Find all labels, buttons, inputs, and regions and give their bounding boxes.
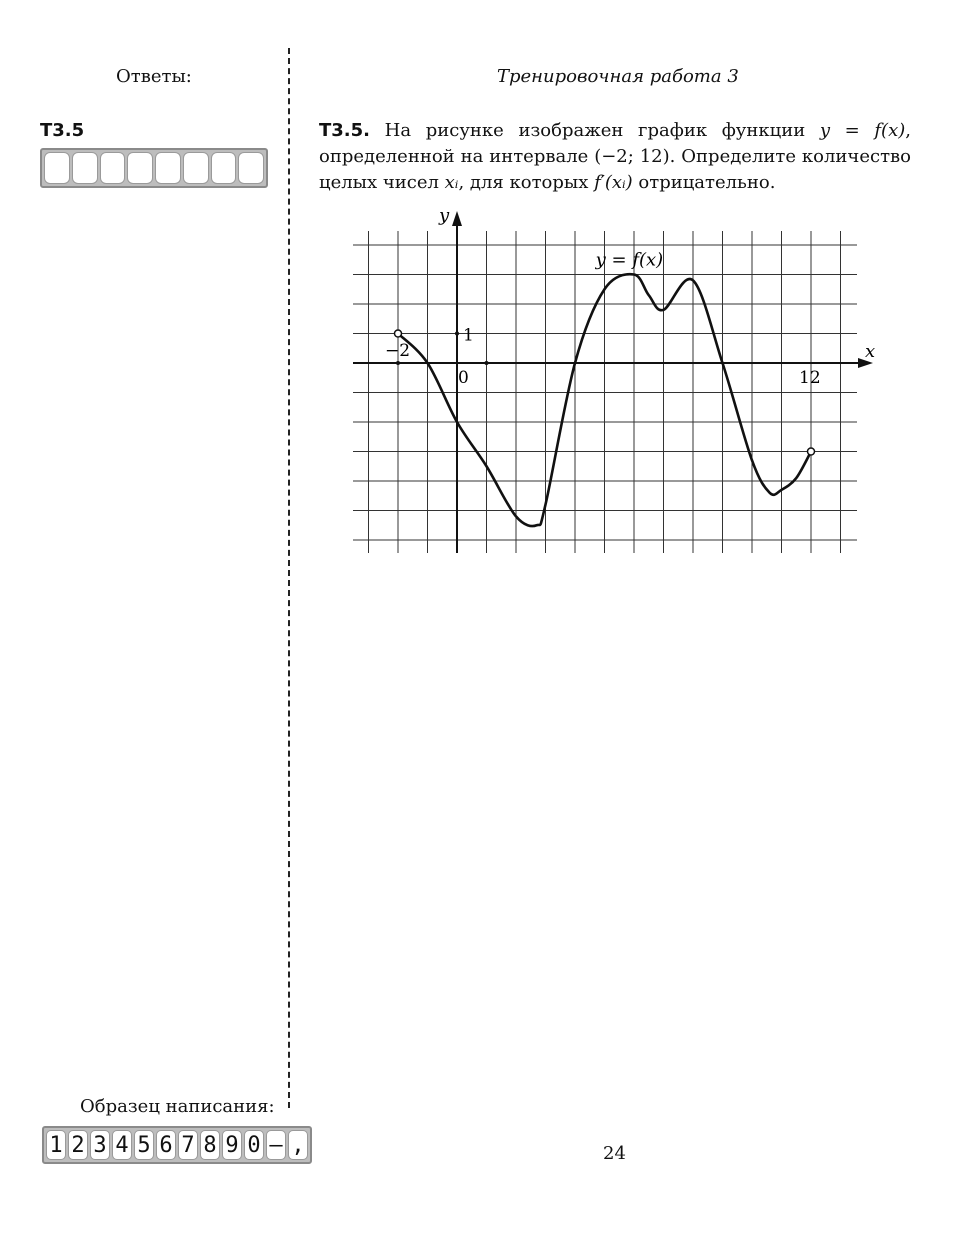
problem-text-4: отрицательно. [632,172,776,193]
sample-label: Образец написания: [80,1096,275,1117]
answer-cell[interactable] [211,152,237,184]
open-endpoint [808,448,815,455]
sample-writing [42,1126,312,1164]
answer-cell[interactable] [72,152,98,184]
tick-label-neg2: −2 [385,341,411,361]
open-endpoint [395,330,402,337]
sample-char: 8 [200,1130,220,1160]
sample-char: 0 [244,1130,264,1160]
answer-cell[interactable] [44,152,70,184]
function-graph [350,205,880,560]
sample-char: , [288,1130,308,1160]
tick-label-twelve: 12 [799,368,821,388]
axis-tick-dot [396,361,400,365]
problem-text-1: На рисунке изображен график функции [370,120,820,141]
problem-number: Т3.5. [319,120,371,141]
sample-char: 7 [178,1130,198,1160]
answer-cell[interactable] [100,152,126,184]
problem-text-3: , для которых [458,172,595,193]
formula-derivative: f′(xᵢ) [594,172,633,193]
problem-text-2: , определенной на интервале (−2; 12). Определите количество целых чисел [319,120,911,193]
axis-tick-dot [485,361,489,365]
answer-cell[interactable] [127,152,153,184]
sample-char: 1 [46,1130,66,1160]
tick-label-one: 1 [463,325,474,346]
x-axis-label: x [865,341,876,362]
function-label: y = f(x) [595,249,664,271]
sample-char: 3 [90,1130,110,1160]
sample-char: 6 [156,1130,176,1160]
answer-cell[interactable] [183,152,209,184]
problem-statement [319,118,911,196]
page-number: 24 [603,1143,626,1164]
sample-char: – [266,1130,286,1160]
sample-char: 5 [134,1130,154,1160]
grid [353,231,857,553]
header-title: Тренировочная работа 3 [497,66,739,87]
task-label: Т3.5 [40,120,85,141]
axis-tick-dot [455,332,459,336]
formula-function: y = f(x) [819,120,906,141]
tick-label-origin: 0 [458,368,469,388]
sample-char: 9 [222,1130,242,1160]
answer-cell[interactable] [155,152,181,184]
y-axis-arrow [452,211,462,226]
cut-line-divider [288,48,290,1108]
answer-cell[interactable] [238,152,264,184]
y-axis-label: y [439,205,450,226]
sample-char: 4 [112,1130,132,1160]
sample-char: 2 [68,1130,88,1160]
answer-field[interactable] [40,148,268,188]
formula-xi: xᵢ [444,172,459,193]
answers-title: Ответы: [116,66,192,87]
